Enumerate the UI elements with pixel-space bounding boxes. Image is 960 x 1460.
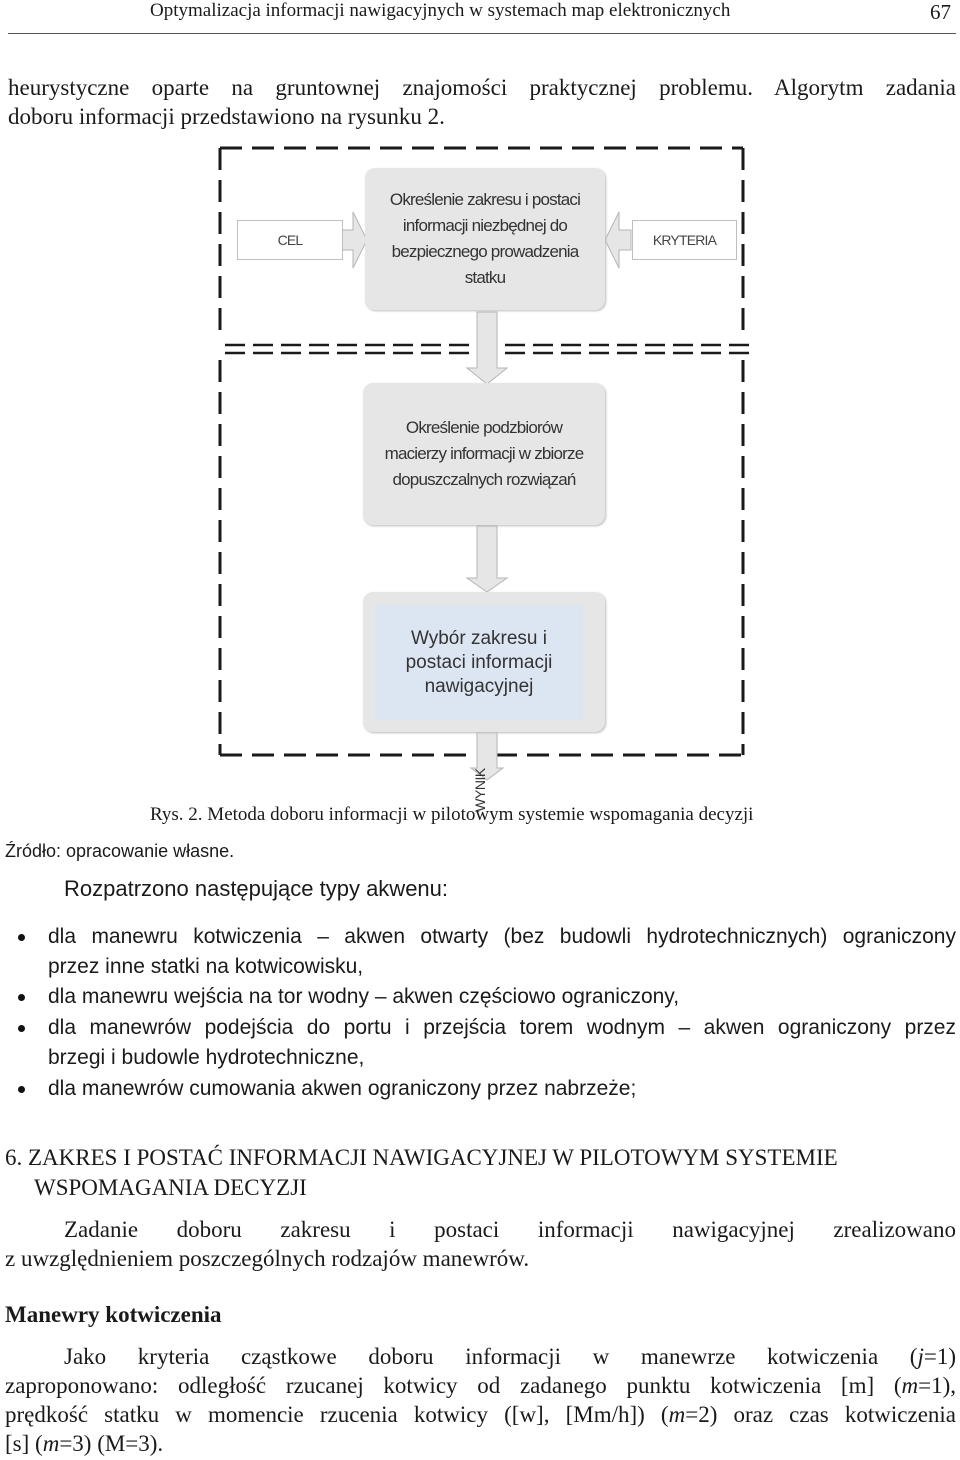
box-select-scope [363,592,605,732]
wynik-label: WYNIK [472,768,488,812]
header-rule [8,33,956,34]
bullet-item-1-line-1: dla manewru kotwiczenia – akwen otwarty (bez budowli hydrotechnicznych) ograniczony [48,925,956,948]
box1-line: bezpiecznego prowadzenia [391,242,579,261]
text-run: =1) [923,1344,956,1369]
box2-line: Określenie podzbiorów [405,418,563,437]
box1-line: statku [464,268,506,287]
section-heading-line-2: WSPOMAGANIA DECYZJI [34,1175,307,1200]
intro-line-2: doboru informacji przedstawiono na rysunku 2. [8,104,445,129]
section-para-line-1: Zadanie doboru zakresu i postaci informacji nawigacyjnej zrealizowano [64,1217,956,1242]
box2-line: macierzy informacji w zbiorze [384,444,584,463]
variable-m: m [668,1402,686,1427]
box1-line: Określenie zakresu i postaci [389,190,581,209]
running-header-title: Optymalizacja informacji nawigacyjnych w systemach map elektronicznych [150,0,731,21]
box3-line: Wybór zakresu i [410,627,548,649]
bullet-dot [18,1025,25,1032]
text-run: =1), [918,1373,956,1398]
subsection-para-line-1 [64,1342,956,1371]
intro-line-1: heurystyczne oparte na gruntownej znajomości praktycznej problemu. Algorytm zadania [8,75,956,100]
bullet-item-2-line-1: dla manewru wejścia na tor wodny – akwen częściowo ograniczony, [48,985,680,1008]
section-heading-line-1: 6. ZAKRES I POSTAĆ INFORMACJI NAWIGACYJNEJ W PILOTOWYM SYSTEMIE [5,1145,838,1170]
variable-m: m [42,1431,60,1456]
box3-line: postaci informacji [405,651,553,673]
types-intro: Rozpatrzono następujące typy akwenu: [64,876,449,901]
figure-caption: Rys. 2. Metoda doboru informacji w pilotowym systemie wspomagania decyzji [150,804,754,825]
bullet-item-4-line-1: dla manewrów cumowania akwen ograniczony przez nabrzeże; [48,1077,637,1100]
variable-m: m [901,1373,919,1398]
variable-j: j [917,1344,924,1369]
text-run: =3) (M=3). [59,1431,164,1456]
figure-2-diagram [205,140,760,812]
bullet-dot [18,934,25,941]
text-run: =2) oraz czas kotwiczenia [685,1402,956,1427]
box3-highlight [375,605,583,720]
text-run: zaproponowano: odległość rzucanej kotwicy od zadanego punktu kotwiczenia [m] ( [5,1373,902,1398]
box-determine-subsets [363,383,605,525]
figure-source: Źródło: opracowanie własne. [5,841,235,861]
bullet-item-3-line-1: dla manewrów podejścia do portu i przejścia torem wodnym – akwen ograniczony przez [48,1016,956,1039]
box-determine-scope [365,168,605,310]
text-run: prędkość statku w momencie rzucenia kotwicy ([w], [Mm/h]) ( [5,1402,669,1427]
box2-line: dopuszczalnych rozwiązań [392,470,576,489]
subsection-para-line-2 [5,1371,956,1400]
subsection-para-line-3 [5,1400,956,1429]
box1-line: informacji niezbędnej do [402,216,568,235]
page-number: 67 [930,0,951,24]
cel-box: CEL [237,220,343,260]
bullet-dot [18,1086,25,1093]
text-run: [s] ( [5,1431,43,1456]
text-run: Jako kryteria cząstkowe doboru informacji w manewrze kotwiczenia ( [64,1344,918,1369]
bullet-item-1-line-2: przez inne statki na kotwicowisku, [48,955,364,978]
bullet-item-3-line-2: brzegi i budowle hydrotechniczne, [48,1046,365,1069]
bullet-dot [18,994,25,1001]
section-para-line-2: z uwzględnieniem poszczególnych rodzajów manewrów. [5,1246,530,1271]
box3-line: nawigacyjnej [424,675,534,697]
subsection-para-line-4 [5,1429,163,1458]
kryteria-box: KRYTERIA [632,220,737,260]
subsection-heading: Manewry kotwiczenia [5,1302,222,1327]
